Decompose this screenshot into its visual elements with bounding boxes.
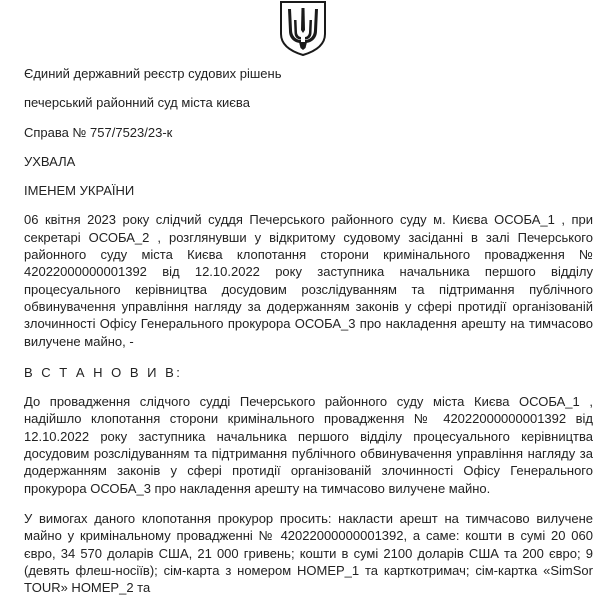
document-type: УХВАЛА	[24, 153, 76, 169]
case-number: Справа № 757/7523/23-к	[24, 124, 173, 140]
body-paragraph-1: До провадження слідчого судді Печерського районного суду міста Києва ОСОБА_1 , надійшло клопотання сторони кримінального провадження № 42022000000001392 від 12.10.2022 року заступника начальника першого відділу процесуального керівництва досудовим розслідуванням та підтримання публічного обвинувачення управління нагляду за додержанням законів у сфері протидії організованій злочинності Офісу Генерального прокурора ОСОБА_3 про накладення арешту на тимчасово вилучене майно.	[24, 394, 593, 496]
trident-coat-of-arms-icon	[277, 0, 329, 56]
established-heading: В С Т А Н О В И В:	[24, 364, 183, 380]
body-paragraph-2: У вимогах даного клопотання прокурор просить: накласти арешт на тимчасово вилучене майно у кримінальному провадженні № 42022000000001392, а саме: кошти в сумі 20 060 євро, 34 570 доларів США, 21 000 гривень; кошти в сумі 2100 доларів США та 200 євро; 9 (девять флеш-носіїв); сім-карта з номером НОМЕР_1 та карткотримач; сім-картка «SimSor TOUR» НОМЕР_2 та	[24, 510, 593, 596]
court-name: печерський районний суд міста києва	[24, 95, 250, 111]
intro-paragraph: 06 квітня 2023 року слідчий суддя Печерського районного суду м. Києва ОСОБА_1 , при секретарі ОСОБА_2 , розглянувши у відкритому судовому засіданні в залі Печерського районного суду міста Києва клопотання сторони кримінального провадження № 42022000000001392 від 12.10.2022 року заступника начальника першого відділу процесуального керівництва досудовим розслідуванням та підтримання публічного обвинувачення управління нагляду за додержанням законів у сфері протидії організованій злочинності Офісу Генерального прокурора ОСОБА_3 про накладення арешту на тимчасово вилучене майно, -	[24, 212, 593, 349]
in-name-of-ukraine: ІМЕНЕМ УКРАЇНИ	[24, 183, 135, 199]
document-content	[24, 65, 593, 596]
registry-title: Єдиний державний реєстр судових рішень	[24, 66, 282, 81]
